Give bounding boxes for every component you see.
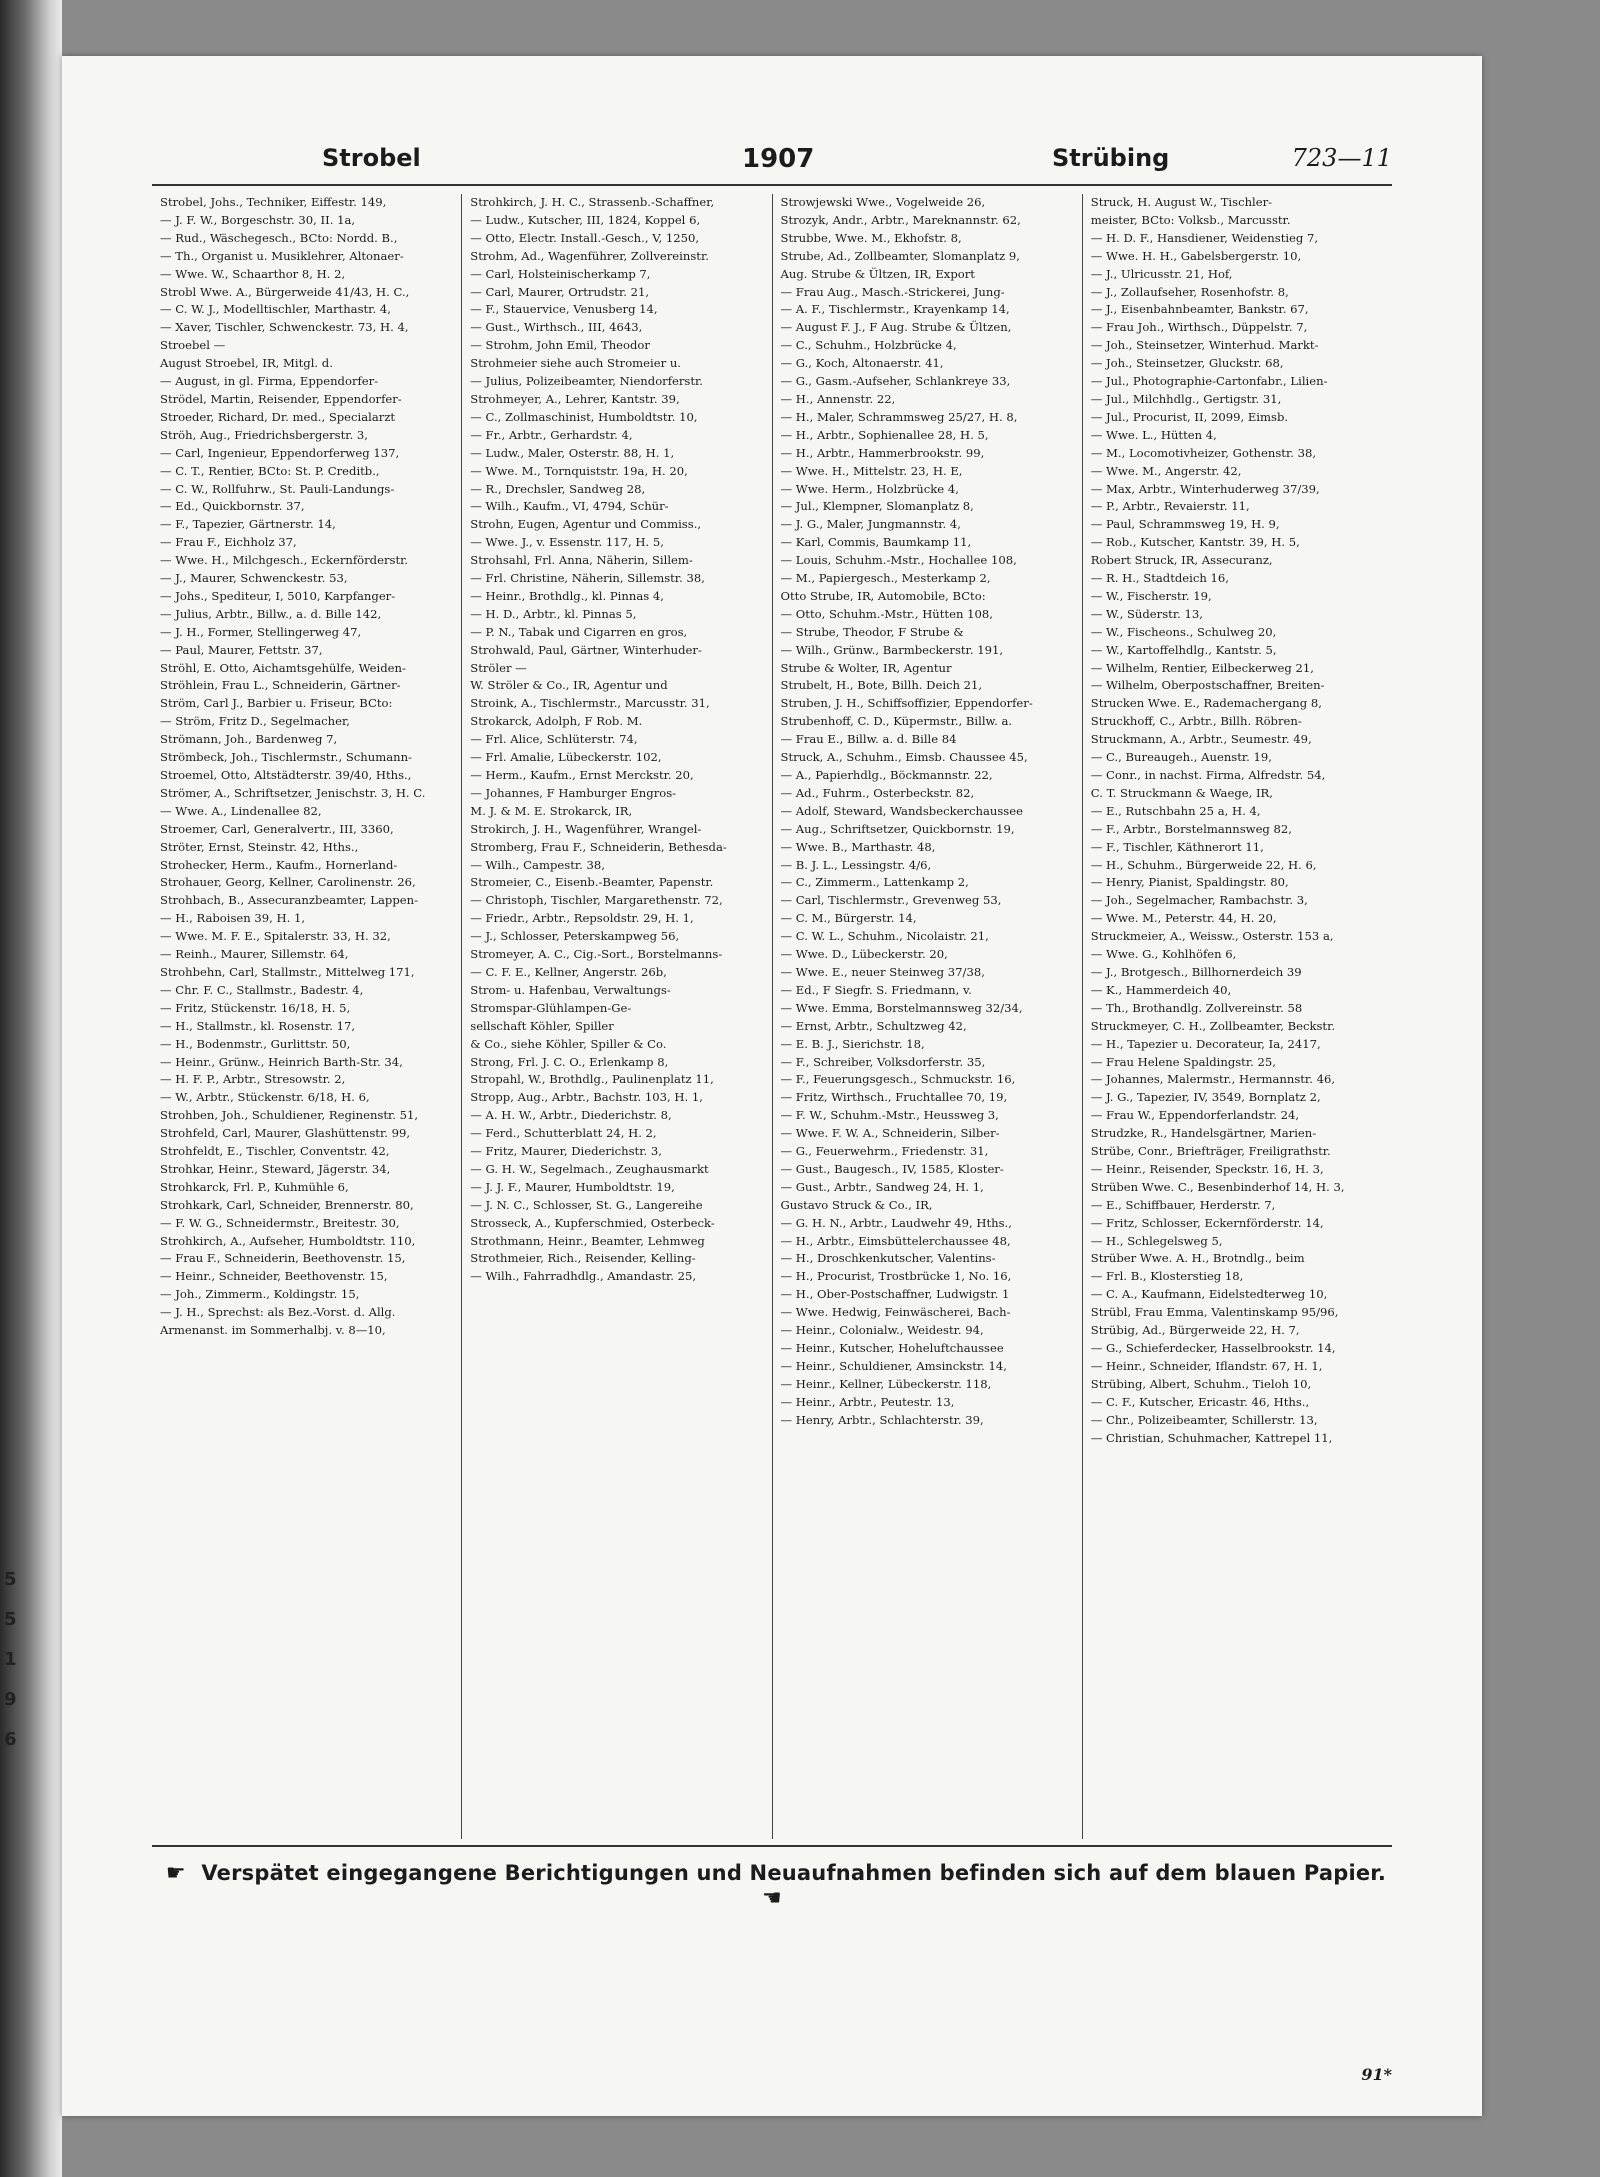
directory-entry: — Otto, Electr. Install.-Gesch., V, 1250, (470, 230, 700, 245)
directory-entry: — Carl, Tischlermstr., Grevenweg 53, (780, 893, 1002, 908)
directory-entry: — Wwe. L., Hütten 4, (1090, 427, 1217, 442)
directory-entry: — Johs., Spediteur, I, 5010, Karpfanger- (160, 588, 396, 603)
directory-entry: — Paul, Schrammsweg 19, H. 9, (1090, 517, 1280, 532)
directory-entry: — H., Bodenmstr., Gurlittstr. 50, (160, 1036, 351, 1051)
directory-entry: Strohmeyer, A., Lehrer, Kantstr. 39, (470, 391, 680, 406)
directory-entry: Strubenhoff, C. D., Küpermstr., Billw. a. (780, 714, 1013, 729)
directory-entry: — Frl. B., Klosterstieg 18, (1090, 1269, 1244, 1284)
directory-entry: — C. T., Rentier, BCto: St. P. Creditb., (160, 463, 380, 478)
directory-entry: — Wilh., Grünw., Barmbeckerstr. 191, (780, 642, 1004, 657)
directory-entry: — August F. J., F Aug. Strube & Ültzen, (780, 320, 1012, 335)
directory-entry: — F., Arbtr., Borstelmannsweg 82, (1090, 821, 1292, 836)
directory-entry: — W., Kartoffelhdlg., Kantstr. 5, (1090, 642, 1277, 657)
directory-entry: — Chr., Polizeibeamter, Schillerstr. 13, (1090, 1412, 1318, 1427)
directory-entry: — Th., Organist u. Musiklehrer, Altonaer- (160, 248, 404, 263)
directory-entry: — E., Rutschbahn 25 a, H. 4, (1090, 803, 1261, 818)
directory-entry: sellschaft Köhler, Spiller (470, 1018, 614, 1033)
directory-entry: — P., Arbtr., Revaierstr. 11, (1090, 499, 1250, 514)
directory-entry: — F., Tischler, Käthnerort 11, (1090, 839, 1264, 854)
directory-entry: — R., Drechsler, Sandweg 28, (470, 481, 646, 496)
directory-entry: — Julius, Polizeibeamter, Niendorferstr. (470, 374, 703, 389)
directory-entry: — Wwe. E., neuer Steinweg 37/38, (780, 964, 985, 979)
directory-entry: — Christoph, Tischler, Margarethenstr. 72, (470, 893, 723, 908)
directory-entry: August Stroebel, IR, Mitgl. d. (160, 356, 333, 371)
directory-entry: — A., Papierhdlg., Böckmannstr. 22, (780, 768, 993, 782)
directory-entry: — P. N., Tabak und Cigarren en gros, (470, 624, 688, 639)
directory-entry: — C. F. E., Kellner, Angerstr. 26b, (470, 964, 667, 979)
directory-entry: — Fritz, Schlosser, Eckernförderstr. 14, (1090, 1215, 1324, 1230)
directory-entry: — Wwe. M. F. E., Spitalerstr. 33, H. 32, (160, 929, 391, 944)
directory-entry: — Friedr., Arbtr., Repsoldstr. 29, H. 1, (470, 911, 694, 926)
directory-entry: Strömer, A., Schriftsetzer, Jenischstr. 3, H. C. (160, 785, 426, 800)
directory-entry: — J. F. W., Borgeschstr. 30, II. 1a, (160, 212, 356, 227)
directory-entry: — Gust., Wirthsch., III, 4643, (470, 320, 643, 335)
directory-entry: — Wilh., Kaufm., VI, 4794, Schür- (470, 499, 669, 514)
directory-entry: Strobl Wwe. A., Bürgerweide 41/43, H. C., (160, 284, 410, 299)
directory-entry: Strübl, Frau Emma, Valentinskamp 95/96, (1090, 1305, 1339, 1320)
directory-entry: — J., Schlosser, Peterskampweg 56, (470, 929, 680, 944)
directory-entry: — W., Süderstr. 13, (1090, 606, 1203, 621)
directory-entry: Ströler — (470, 660, 527, 675)
directory-column-4 (1082, 194, 1392, 1839)
directory-entry: Strohfeld, Carl, Maurer, Glashüttenstr. 99, (160, 1126, 411, 1141)
directory-column-3 (772, 194, 1082, 1839)
directory-entry: Stroemer, Carl, Generalvertr., III, 3360, (160, 821, 394, 836)
directory-entry: — Wwe. A., Lindenallee 82, (160, 803, 322, 818)
directory-entry: Ströhlein, Frau L., Schneiderin, Gärtner- (160, 678, 401, 693)
pointing-hand-icon: ☚ (762, 1886, 782, 1911)
directory-entry: — Carl, Holsteinischerkamp 7, (470, 266, 651, 281)
directory-entry: — Heinr., Schneider, Iflandstr. 67, H. 1, (1090, 1358, 1323, 1373)
directory-entry: — F., Schreiber, Volksdorferstr. 35, (780, 1054, 986, 1069)
directory-entry: — Frau Helene Spaldingstr. 25, (1090, 1054, 1276, 1069)
directory-entry: — Wwe. F. W. A., Schneiderin, Silber- (780, 1126, 1000, 1141)
directory-entry: — Joh., Steinsetzer, Gluckstr. 68, (1090, 356, 1284, 371)
directory-entry: C. T. Struckmann & Waege, IR, (1090, 785, 1273, 800)
directory-entry: Strohbehn, Carl, Stallmstr., Mittelweg 171, (160, 964, 415, 979)
directory-entry: — Max, Arbtr., Winterhuderweg 37/39, (1090, 481, 1320, 496)
directory-entry: — C., Bureaugeh., Auenstr. 19, (1090, 750, 1272, 765)
directory-entry: — F., Stauervice, Venusberg 14, (470, 302, 658, 317)
directory-entry: — Chr. F. C., Stallmstr., Badestr. 4, (160, 982, 364, 997)
directory-entry: Stroemel, Otto, Altstädterstr. 39/40, Hths., (160, 768, 412, 782)
directory-entry: — Heinr., Kutscher, Hoheluftchaussee (780, 1341, 1004, 1355)
directory-entry: — J. H., Sprechst: als Bez.-Vorst. d. Allg. (160, 1305, 396, 1320)
directory-entry: Strömann, Joh., Bardenweg 7, (160, 732, 338, 747)
directory-entry: — K., Hammerdeich 40, (1090, 982, 1232, 997)
directory-entry: — A. H. W., Arbtr., Diederichstr. 8, (470, 1108, 672, 1123)
directory-entry: — C., Schuhm., Holzbrücke 4, (780, 338, 957, 353)
directory-entry: — H., Arbtr., Hammerbrookstr. 99, (780, 445, 985, 460)
directory-entry: Strüber Wwe. A. H., Brotndlg., beim (1090, 1251, 1305, 1266)
directory-entry: Strohm, Ad., Wagenführer, Zollvereinstr. (470, 248, 709, 263)
directory-entry: Ströhl, E. Otto, Aichamtsgehülfe, Weiden- (160, 660, 406, 675)
directory-entry: — Jul., Procurist, II, 2099, Eimsb. (1090, 409, 1289, 424)
directory-entry: — H., Procurist, Trostbrücke 1, No. 16, (780, 1269, 1012, 1284)
directory-entry: Strübig, Ad., Bürgerweide 22, H. 7, (1090, 1323, 1300, 1338)
directory-entry: Strubbe, Wwe. M., Ekhofstr. 8, (780, 230, 962, 245)
directory-entry: — C. W., Rollfuhrw., St. Pauli-Landungs- (160, 481, 395, 496)
directory-entry: — H., Schuhm., Bürgerweide 22, H. 6, (1090, 857, 1317, 872)
directory-entry: — F. W., Schuhm.-Mstr., Heussweg 3, (780, 1108, 999, 1123)
directory-entry: — Joh., Zimmerm., Koldingstr. 15, (160, 1287, 360, 1302)
directory-entry: — Heinr., Schuldiener, Amsinckstr. 14, (780, 1358, 1007, 1373)
directory-entry: — J., Eisenbahnbeamter, Bankstr. 67, (1090, 302, 1309, 317)
directory-entry: — J. G., Tapezier, IV, 3549, Bornplatz 2, (1090, 1090, 1321, 1105)
directory-entry: Strom- u. Hafenbau, Verwaltungs- (470, 982, 671, 997)
directory-entry: — G., Feuerwehrm., Friedenstr. 31, (780, 1144, 989, 1159)
directory-entry: — Strohm, John Emil, Theodor (470, 338, 650, 353)
directory-entry: Otto Strube, IR, Automobile, BCto: (780, 588, 986, 603)
directory-entry: Strokirch, J. H., Wagenführer, Wrangel- (470, 821, 702, 836)
directory-entry: Strong, Frl. J. C. O., Erlenkamp 8, (470, 1054, 669, 1069)
directory-entry: — Ernst, Arbtr., Schultzweg 42, (780, 1018, 967, 1033)
directory-entry: — Wilh., Fahrradhdlg., Amandastr. 25, (470, 1269, 697, 1284)
directory-entry: Robert Struck, IR, Assecuranz, (1090, 553, 1273, 568)
directory-entry: — August, in gl. Firma, Eppendorfer- (160, 374, 379, 389)
page-number: 723—11 (1291, 144, 1392, 172)
directory-entry: & Co., siehe Köhler, Spiller & Co. (470, 1036, 667, 1051)
directory-entry: — E., Schiffbauer, Herderstr. 7, (1090, 1197, 1276, 1212)
directory-entry: — Frau F., Eichholz 37, (160, 535, 297, 550)
directory-entry: — J., Ulricusstr. 21, Hof, (1090, 266, 1233, 281)
header-last-entry: Strübing (1052, 144, 1170, 172)
directory-entry: — H., Droschkenkutscher, Valentins- (780, 1251, 996, 1266)
directory-entry: — C. F., Kutscher, Ericastr. 46, Hths., (1090, 1394, 1310, 1409)
directory-entry: — Wwe. H., Mittelstr. 23, H. E, (780, 463, 963, 478)
directory-entry: — Wwe. Hedwig, Feinwäscherei, Bach- (780, 1305, 1011, 1320)
directory-entry: — Frau E., Billw. a. d. Bille 84 (780, 732, 957, 747)
directory-entry: — H. D. F., Hansdiener, Weidenstieg 7, (1090, 230, 1319, 245)
directory-entry: — Wilhelm, Oberpostschaffner, Breiten- (1090, 678, 1325, 693)
directory-entry: Strohkirch, J. H. C., Strassenb.-Schaffner, (470, 195, 715, 209)
directory-entry: — Johannes, F Hamburger Engros- (470, 785, 677, 800)
directory-entry: — Wwe. J., v. Essenstr. 117, H. 5, (470, 535, 664, 550)
footer-notice-text: Verspätet eingegangene Berichtigungen und Neuaufnahmen befinden sich auf dem blauen Papier. (201, 1861, 1387, 1885)
directory-entry: — Heinr., Brothdlg., kl. Pinnas 4, (470, 588, 664, 603)
header-first-entry: Strobel (322, 144, 421, 172)
directory-entry: meister, BCto: Volksb., Marcusstr. (1090, 212, 1291, 227)
directory-entry: Armenanst. im Sommerhalbj. v. 8—10, (160, 1323, 386, 1338)
directory-entry: W. Ströler & Co., IR, Agentur und (470, 678, 668, 693)
directory-entry: M. J. & M. E. Strokarck, IR, (470, 803, 633, 818)
directory-entry: — J. J. F., Maurer, Humboldtstr. 19, (470, 1179, 675, 1194)
directory-entry: — R. H., Stadtdeich 16, (1090, 571, 1229, 586)
directory-entry: — Fr., Arbtr., Gerhardstr. 4, (470, 427, 633, 442)
directory-entry: — H., Arbtr., Sophienallee 28, H. 5, (780, 427, 989, 442)
directory-entry: — F. W. G., Schneidermstr., Breitestr. 30, (160, 1215, 400, 1230)
directory-entry: Strohauer, Georg, Kellner, Carolinenstr. 26, (160, 875, 416, 890)
directory-entry: — H., Maler, Schrammsweg 25/27, H. 8, (780, 409, 1018, 424)
directory-entry: — W., Fischerstr. 19, (1090, 588, 1212, 603)
directory-entry: — Jul., Photographie-Cartonfabr., Lilien- (1090, 374, 1328, 389)
directory-entry: — Rob., Kutscher, Kantstr. 39, H. 5, (1090, 535, 1300, 550)
directory-columns (152, 194, 1392, 1839)
directory-entry: Stropahl, W., Brothdlg., Paulinenplatz 11, (470, 1072, 714, 1087)
directory-entry: — Fritz, Maurer, Diederichstr. 3, (470, 1144, 662, 1159)
directory-entry: — Carl, Ingenieur, Eppendorferweg 137, (160, 445, 400, 460)
footer-rule (152, 1845, 1392, 1847)
directory-entry: — H., Schlegelsweg 5, (1090, 1233, 1223, 1248)
directory-entry: — Ström, Fritz D., Segelmacher, (160, 714, 350, 729)
directory-entry: Strüben Wwe. C., Besenbinderhof 14, H. 3, (1090, 1179, 1345, 1194)
directory-entry: — Heinr., Arbtr., Peutestr. 13, (780, 1394, 955, 1409)
directory-entry: Strube, Ad., Zollbeamter, Slomanplatz 9, (780, 248, 1020, 263)
directory-entry: — Wwe. Emma, Borstelmannsweg 32/34, (780, 1000, 1023, 1015)
directory-entry: — G. H. N., Arbtr., Laudwehr 49, Hths., (780, 1215, 1012, 1230)
directory-entry: Stromberg, Frau F., Schneiderin, Bethesda- (470, 839, 727, 854)
directory-entry: — F., Tapezier, Gärtnerstr. 14, (160, 517, 336, 532)
directory-entry: — Heinr., Colonialw., Weidestr. 94, (780, 1323, 984, 1338)
directory-entry: — Wwe. H., Milchgesch., Eckernförderstr. (160, 553, 409, 568)
directory-entry: — H., Ober-Postschaffner, Ludwigstr. 1 (780, 1287, 1010, 1302)
directory-entry: Strohecker, Herm., Kaufm., Hornerland- (160, 857, 398, 872)
directory-entry: Strödel, Martin, Reisender, Eppendorfer- (160, 391, 402, 406)
directory-entry: — Frl. Alice, Schlüterstr. 74, (470, 732, 638, 747)
directory-entry: Struck, H. August W., Tischler- (1090, 195, 1273, 209)
directory-entry: Strosseck, A., Kupferschmied, Osterbeck- (470, 1215, 715, 1230)
directory-entry: Strohwald, Paul, Gärtner, Winterhuder- (470, 642, 702, 657)
directory-entry: — C. A., Kaufmann, Eidelstedterweg 10, (1090, 1287, 1328, 1302)
directory-entry: Strothmann, Heinr., Beamter, Lehmweg (470, 1233, 705, 1248)
directory-entry: — J. N. C., Schlosser, St. G., Langereihe (470, 1197, 703, 1212)
directory-entry: — C., Zollmaschinist, Humboldtstr. 10, (470, 409, 698, 424)
directory-entry: Stromeier, C., Eisenb.-Beamter, Papenstr. (470, 875, 714, 890)
directory-entry: — Joh., Segelmacher, Rambachstr. 3, (1090, 893, 1308, 908)
directory-entry: — H. D., Arbtr., kl. Pinnas 5, (470, 606, 637, 621)
directory-entry: Struckmeier, A., Weissw., Osterstr. 153 a, (1090, 929, 1334, 944)
directory-entry: — W., Fischeons., Schulweg 20, (1090, 624, 1277, 639)
previous-page-fragment: 5 5 1 9 6 (4, 1569, 17, 1750)
directory-entry: — Th., Brothandlg. Zollvereinstr. 58 (1090, 1000, 1303, 1015)
directory-entry: — A. F., Tischlermstr., Krayenkamp 14, (780, 302, 1010, 317)
directory-entry: Strohkarck, Frl. P., Kuhmühle 6, (160, 1179, 349, 1194)
directory-entry: — Xaver, Tischler, Schwenckestr. 73, H. 4, (160, 320, 409, 335)
directory-entry: Stroink, A., Tischlermstr., Marcusstr. 31, (470, 696, 710, 711)
directory-entry: — M., Papiergesch., Mesterkamp 2, (780, 571, 991, 586)
directory-entry: Strohn, Eugen, Agentur und Commiss., (470, 517, 702, 532)
directory-entry: — Wwe. G., Kohlhöfen 6, (1090, 947, 1237, 962)
directory-entry: — H., Arbtr., Eimsbüttelerchaussee 48, (780, 1233, 1011, 1248)
directory-entry: — Heinr., Kellner, Lübeckerstr. 118, (780, 1376, 992, 1391)
directory-entry: — H., Stallmstr., kl. Rosenstr. 17, (160, 1018, 356, 1033)
directory-entry: — Henry, Pianist, Spaldingstr. 80, (1090, 875, 1289, 890)
directory-entry: — J. G., Maler, Jungmannstr. 4, (780, 517, 961, 532)
directory-entry: — Fritz, Stückenstr. 16/18, H. 5, (160, 1000, 351, 1015)
directory-entry: Strübe, Conr., Briefträger, Freiligrathstr. (1090, 1144, 1331, 1159)
directory-entry: Strohmeier siehe auch Stromeier u. (470, 356, 681, 371)
directory-entry: — Wwe. B., Marthastr. 48, (780, 839, 936, 854)
signature-mark: 91* (1361, 2065, 1392, 2084)
directory-entry: Strucken Wwe. E., Rademachergang 8, (1090, 696, 1322, 711)
directory-entry: — J., Zollaufseher, Rosenhofstr. 8, (1090, 284, 1289, 299)
directory-entry: Ströter, Ernst, Steinstr. 42, Hths., (160, 839, 359, 854)
directory-entry: — G. H. W., Segelmach., Zeughausmarkt (470, 1161, 709, 1176)
directory-entry: Strohfeldt, E., Tischler, Conventstr. 42, (160, 1144, 390, 1159)
directory-entry: Struben, J. H., Schiffsoffizier, Eppendorfer- (780, 696, 1033, 711)
footer-notice (152, 1861, 1392, 1911)
directory-entry: Strudzke, R., Handelsgärtner, Marien- (1090, 1126, 1317, 1141)
directory-entry: — C., Zimmerm., Lattenkamp 2, (780, 875, 969, 890)
directory-entry: Gustavo Struck & Co., IR, (780, 1197, 933, 1212)
directory-entry: — Ad., Fuhrm., Osterbeckstr. 82, (780, 785, 975, 800)
directory-entry: — Jul., Milchhdlg., Gertigstr. 31, (1090, 391, 1282, 406)
directory-entry: — Heinr., Grünw., Heinrich Barth-Str. 34, (160, 1054, 403, 1069)
directory-entry: — Wwe. M., Peterstr. 44, H. 20, (1090, 911, 1277, 926)
directory-entry: — H., Tapezier u. Decorateur, Ia, 2417, (1090, 1036, 1321, 1051)
directory-entry: Strohkar, Heinr., Steward, Jägerstr. 34, (160, 1161, 391, 1176)
directory-entry: — Frl. Christine, Näherin, Sillemstr. 38, (470, 571, 705, 586)
directory-entry: Ströh, Aug., Friedrichsbergerstr. 3, (160, 427, 368, 442)
directory-entry: Aug. Strube & Ültzen, IR, Export (780, 266, 975, 281)
directory-entry: — C. W. J., Modelltischler, Marthastr. 4, (160, 302, 391, 317)
directory-entry: Strohkark, Carl, Schneider, Brennerstr. 80, (160, 1197, 414, 1212)
directory-entry: Stropp, Aug., Arbtr., Bachstr. 103, H. 1, (470, 1090, 703, 1105)
directory-entry: — Heinr., Reisender, Speckstr. 16, H. 3, (1090, 1161, 1324, 1176)
directory-entry: — Henry, Arbtr., Schlachterstr. 39, (780, 1412, 984, 1427)
directory-entry: Ström, Carl J., Barbier u. Friseur, BCto: (160, 696, 393, 711)
directory-page (62, 56, 1482, 2116)
directory-entry: — Wilh., Campestr. 38, (470, 857, 605, 872)
directory-entry: — Ludw., Kutscher, III, 1824, Koppel 6, (470, 212, 701, 227)
directory-entry: — E. B. J., Sierichstr. 18, (780, 1036, 925, 1051)
directory-entry: — H. F. P., Arbtr., Stresowstr. 2, (160, 1072, 346, 1087)
directory-entry: Strokarck, Adolph, F Rob. M. (470, 714, 643, 729)
directory-entry: — Johannes, Malermstr., Hermannstr. 46, (1090, 1072, 1336, 1087)
directory-entry: — Wwe. W., Schaarthor 8, H. 2, (160, 266, 346, 281)
header-year: 1907 (742, 144, 815, 174)
directory-entry: Stroeder, Richard, Dr. med., Specialarzt (160, 409, 396, 424)
directory-entry: Strube & Wolter, IR, Agentur (780, 660, 952, 675)
directory-entry: — Ed., Quickbornstr. 37, (160, 499, 305, 514)
directory-entry: Struckmann, A., Arbtr., Seumestr. 49, (1090, 732, 1312, 747)
directory-entry: — Christian, Schuhmacher, Kattrepel 11, (1090, 1430, 1333, 1445)
directory-entry: — H., Annenstr. 22, (780, 391, 896, 406)
directory-entry: Strozyk, Andr., Arbtr., Mareknannstr. 62, (780, 212, 1021, 227)
directory-entry: — Otto, Schuhm.-Mstr., Hütten 108, (780, 606, 993, 621)
directory-entry: — Wilhelm, Rentier, Eilbeckerweg 21, (1090, 660, 1314, 675)
directory-column-2 (461, 194, 771, 1839)
directory-entry: — Rud., Wäschegesch., BCto: Nordd. B., (160, 230, 398, 245)
directory-column-1 (152, 194, 461, 1839)
directory-entry: — Frau Joh., Wirthsch., Düppelstr. 7, (1090, 320, 1308, 335)
directory-entry: — Wwe. M., Tornquiststr. 19a, H. 20, (470, 463, 688, 478)
directory-entry: — Joh., Steinsetzer, Winterhud. Markt- (1090, 338, 1319, 353)
directory-entry: — Aug., Schriftsetzer, Quickbornstr. 19, (780, 821, 1015, 836)
directory-entry: — Heinr., Schneider, Beethovenstr. 15, (160, 1269, 388, 1284)
directory-entry: — Herm., Kaufm., Ernst Merckstr. 20, (470, 768, 694, 782)
directory-entry: Stroebel — (160, 338, 226, 353)
directory-entry: Strobel, Johs., Techniker, Eiffestr. 149, (160, 195, 387, 209)
directory-entry: Strohben, Joh., Schuldiener, Reginenstr. 51, (160, 1108, 419, 1123)
directory-entry: — Wwe. D., Lübeckerstr. 20, (780, 947, 948, 962)
directory-entry: — G., Koch, Altonaerstr. 41, (780, 356, 944, 371)
directory-entry: — Strube, Theodor, F Strube & (780, 624, 964, 639)
directory-entry: Stromeyer, A. C., Cig.-Sort., Borstelmanns- (470, 947, 723, 962)
directory-entry: — C. M., Bürgerstr. 14, (780, 911, 917, 926)
directory-entry: — Gust., Baugesch., IV, 1585, Kloster- (780, 1161, 1004, 1176)
directory-entry: — Karl, Commis, Baumkamp 11, (780, 535, 972, 550)
directory-entry: — J., Maurer, Schwenckestr. 53, (160, 571, 348, 586)
directory-entry: — Fritz, Wirthsch., Fruchtallee 70, 19, (780, 1090, 1008, 1105)
directory-entry: — Frl. Amalie, Lübeckerstr. 102, (470, 750, 662, 765)
directory-entry: — Ludw., Maler, Osterstr. 88, H. 1, (470, 445, 675, 460)
directory-entry: — J., Brotgesch., Billhornerdeich 39 (1090, 964, 1302, 979)
page-body (152, 144, 1392, 2084)
directory-entry: Strubelt, H., Bote, Billh. Deich 21, (780, 678, 983, 693)
directory-entry: Strömbeck, Joh., Tischlermstr., Schumann- (160, 750, 412, 765)
directory-entry: — Gust., Arbtr., Sandweg 24, H. 1, (780, 1179, 984, 1194)
directory-entry: Strohkirch, A., Aufseher, Humboldtstr. 110, (160, 1233, 416, 1248)
previous-page-edge (0, 0, 62, 2177)
directory-entry: — H., Raboisen 39, H. 1, (160, 911, 306, 926)
directory-entry: — Conr., in nachst. Firma, Alfredstr. 54, (1090, 768, 1326, 782)
directory-entry: Strübing, Albert, Schuhm., Tieloh 10, (1090, 1376, 1312, 1391)
directory-entry: — Adolf, Steward, Wandsbeckerchaussee (780, 803, 1023, 818)
directory-entry: — M., Locomotivheizer, Gothenstr. 38, (1090, 445, 1317, 460)
header-rule (152, 184, 1392, 186)
directory-entry: — B. J. L., Lessingstr. 4/6, (780, 857, 932, 872)
directory-entry: — Ferd., Schutterblatt 24, H. 2, (470, 1126, 657, 1141)
directory-entry: — Wwe. M., Angerstr. 42, (1090, 463, 1242, 478)
directory-entry: Strohsahl, Frl. Anna, Näherin, Sillem- (470, 553, 693, 568)
running-head (152, 144, 1392, 180)
directory-entry: — Wwe. Herm., Holzbrücke 4, (780, 481, 959, 496)
directory-entry: — F., Feuerungsgesch., Schmuckstr. 16, (780, 1072, 1016, 1087)
directory-entry: — G., Gasm.-Aufseher, Schlankreye 33, (780, 374, 1011, 389)
directory-entry: Struck, A., Schuhm., Eimsb. Chaussee 45, (780, 750, 1028, 765)
directory-entry: — Reinh., Maurer, Sillemstr. 64, (160, 947, 349, 962)
directory-entry: — Frau W., Eppendorferlandstr. 24, (1090, 1108, 1300, 1123)
directory-entry: — Frau Aug., Masch.-Strickerei, Jung- (780, 284, 1005, 299)
directory-entry: — G., Schieferdecker, Hasselbrookstr. 14, (1090, 1341, 1336, 1355)
directory-entry: Struckhoff, C., Arbtr., Billh. Röbren- (1090, 714, 1302, 729)
directory-entry: — Ed., F Siegfr. S. Friedmann, v. (780, 982, 972, 997)
directory-entry: — J. H., Former, Stellingerweg 47, (160, 624, 362, 639)
directory-entry: Strohbach, B., Assecuranzbeamter, Lappen- (160, 893, 418, 908)
directory-entry: Struckmeyer, C. H., Zollbeamter, Beckstr. (1090, 1018, 1336, 1033)
directory-entry: — Julius, Arbtr., Billw., a. d. Bille 142, (160, 606, 382, 621)
directory-entry: — Louis, Schuhm.-Mstr., Hochallee 108, (780, 553, 1017, 568)
directory-entry: — Jul., Klempner, Slomanplatz 8, (780, 499, 974, 514)
directory-entry: — Carl, Maurer, Ortrudstr. 21, (470, 284, 650, 299)
directory-entry: — Wwe. H. H., Gabelsbergerstr. 10, (1090, 248, 1302, 263)
directory-entry: — C. W. L., Schuhm., Nicolaistr. 21, (780, 929, 989, 944)
directory-entry: — Frau F., Schneiderin, Beethovenstr. 15, (160, 1251, 406, 1266)
directory-entry: Strowjewski Wwe., Vogelweide 26, (780, 195, 986, 209)
directory-entry: — W., Arbtr., Stückenstr. 6/18, H. 6, (160, 1090, 370, 1105)
directory-entry: — Paul, Maurer, Fettstr. 37, (160, 642, 323, 657)
directory-entry: Stromspar-Glühlampen-Ge- (470, 1000, 632, 1015)
pointing-hand-icon: ☛ (165, 1861, 186, 1886)
directory-entry: Strothmeier, Rich., Reisender, Kelling- (470, 1251, 696, 1266)
